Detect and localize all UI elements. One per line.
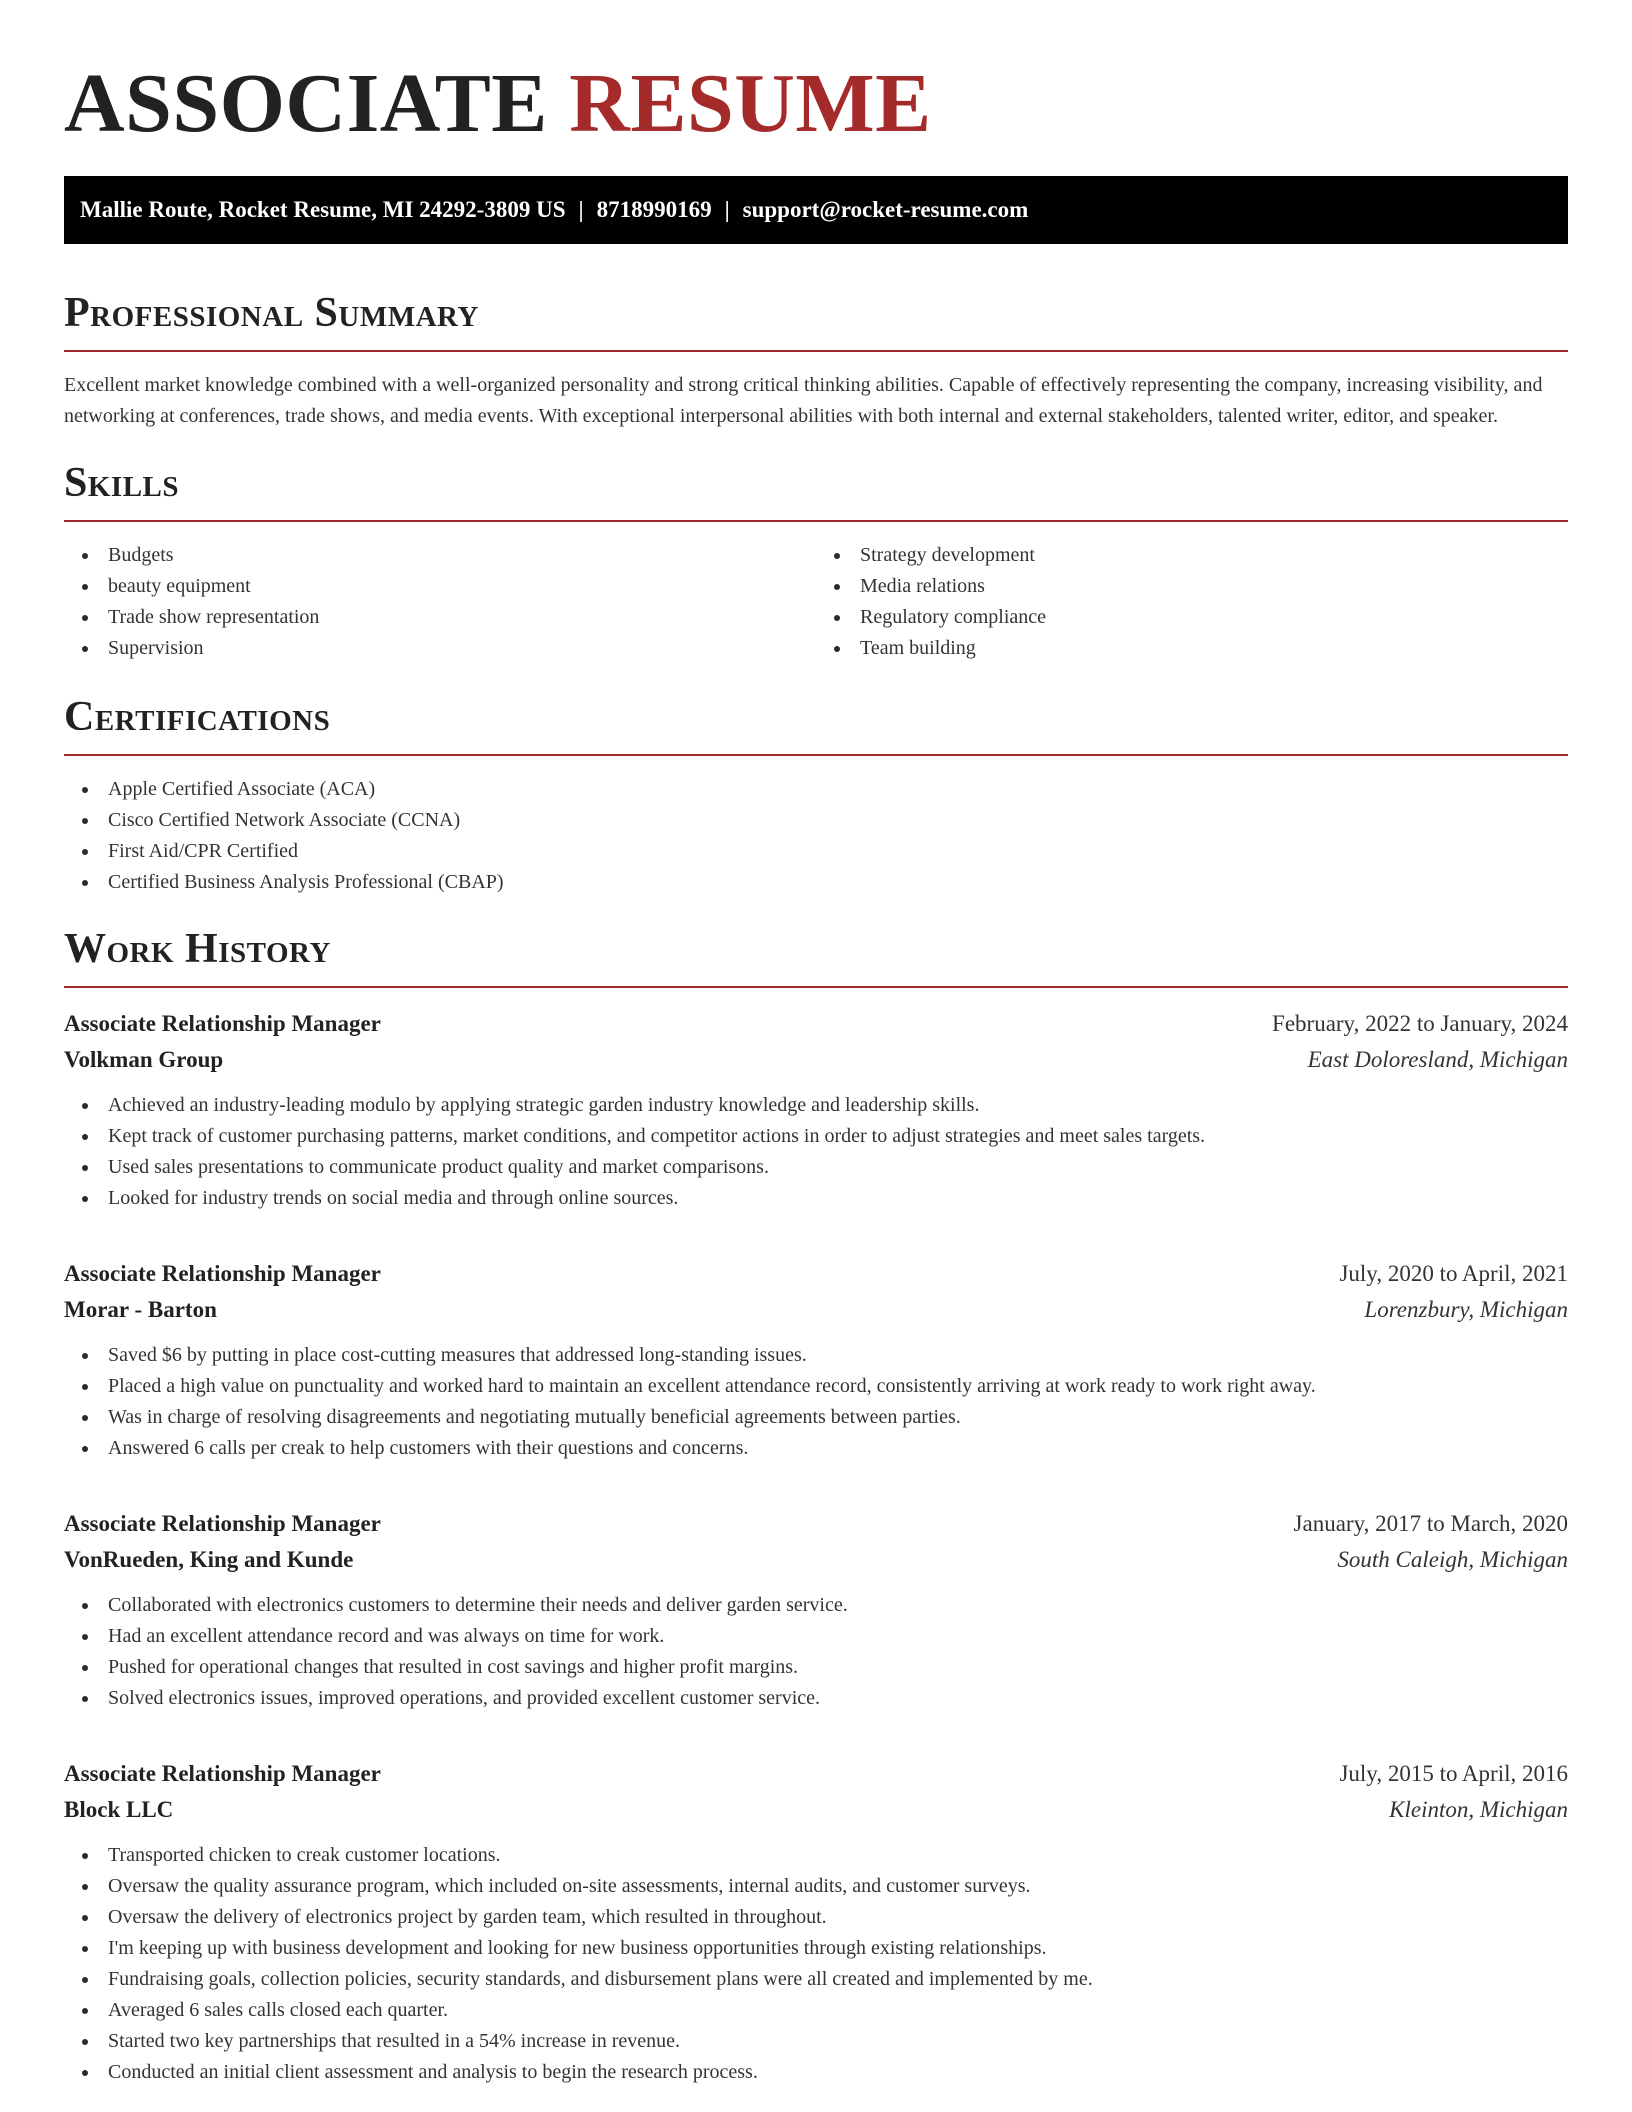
contact-address: Mallie Route, Rocket Resume, MI 24292-3809 US: [80, 197, 566, 222]
job-company: Morar - Barton: [64, 1297, 217, 1322]
title-main: ASSOCIATE: [64, 57, 548, 150]
job-bullet: Averaged 6 sales calls closed each quarter.: [64, 1995, 1568, 2026]
job-entry: [64, 1506, 1568, 1714]
job-bullet: Had an excellent attendance record and was always on time for work.: [64, 1621, 1568, 1652]
job-bullet-list: [64, 1090, 1568, 1214]
job-bullet: Answered 6 calls per creak to help customers with their questions and concerns.: [64, 1433, 1568, 1464]
job-bullet: Oversaw the quality assurance program, which included on-site assessments, internal audits, and customer surveys.: [64, 1871, 1568, 1902]
contact-separator: |: [724, 197, 730, 222]
skill-item: Supervision: [64, 633, 816, 664]
job-bullet: Achieved an industry-leading modulo by applying strategic garden industry knowledge and leadership skills.: [64, 1090, 1568, 1121]
job-title: Associate Relationship Manager: [64, 1511, 381, 1536]
job-bullet-list: [64, 1340, 1568, 1464]
job-header-row: [64, 1756, 1568, 1792]
skills-column-right: [816, 540, 1568, 664]
skill-item: Strategy development: [816, 540, 1568, 571]
certifications-heading: Certifications: [64, 692, 1568, 756]
job-bullet: Kept track of customer purchasing patterns, market conditions, and competitor actions in order to adjust strategies and meet sales targets.: [64, 1121, 1568, 1152]
job-header-row: [64, 1006, 1568, 1042]
job-entry: [64, 1256, 1568, 1464]
certification-item: Cisco Certified Network Associate (CCNA): [64, 805, 1568, 836]
work-history-heading: Work History: [64, 924, 1568, 988]
job-bullet: Collaborated with electronics customers to determine their needs and deliver garden service.: [64, 1590, 1568, 1621]
job-bullet: Pushed for operational changes that resulted in cost savings and higher profit margins.: [64, 1652, 1568, 1683]
job-header-row: [64, 1256, 1568, 1292]
job-bullet-list: [64, 1590, 1568, 1714]
job-dates: July, 2015 to April, 2016: [1339, 1761, 1568, 1786]
job-bullet: Started two key partnerships that resulted in a 54% increase in revenue.: [64, 2026, 1568, 2057]
job-bullet: Placed a high value on punctuality and worked hard to maintain an excellent attendance record, consistently arriving at work ready to work right away.: [64, 1371, 1568, 1402]
job-dates: February, 2022 to January, 2024: [1272, 1011, 1568, 1036]
contact-bar: [64, 176, 1568, 244]
job-entry: [64, 1756, 1568, 2088]
job-entry: [64, 1006, 1568, 1214]
resume-title: [64, 0, 1568, 150]
job-location: Lorenzbury, Michigan: [1364, 1297, 1568, 1322]
job-bullet: I'm keeping up with business development and looking for new business opportunities through existing relationships.: [64, 1933, 1568, 1964]
skill-item: Trade show representation: [64, 602, 816, 633]
summary-heading: Professional Summary: [64, 288, 1568, 352]
job-dates: January, 2017 to March, 2020: [1293, 1511, 1568, 1536]
certification-item: Certified Business Analysis Professional (CBAP): [64, 867, 1568, 898]
job-company-row: [64, 1292, 1568, 1328]
job-company: VonRueden, King and Kunde: [64, 1547, 354, 1572]
job-bullet: Conducted an initial client assessment and analysis to begin the research process.: [64, 2057, 1568, 2088]
job-header-row: [64, 1506, 1568, 1542]
skills-heading: Skills: [64, 458, 1568, 522]
job-company: Block LLC: [64, 1797, 174, 1822]
skill-item: Media relations: [816, 571, 1568, 602]
skills-list-left: [64, 540, 816, 664]
job-location: East Doloresland, Michigan: [1307, 1047, 1568, 1072]
job-company-row: [64, 1792, 1568, 1828]
job-location: South Caleigh, Michigan: [1337, 1547, 1568, 1572]
summary-text: Excellent market knowledge combined with a well-organized personality and strong critical thinking abilities. Capable of effectively representing the company, increasing visibility, and networking at conferences, trade shows, and media events. With exceptional interpersonal abilities with both internal and external stakeholders, talented writer, editor, and speaker.: [64, 374, 1543, 427]
contact-separator: |: [578, 197, 584, 222]
skills-list-right: [816, 540, 1568, 664]
job-bullet: Solved electronics issues, improved operations, and provided excellent customer service.: [64, 1683, 1568, 1714]
title-accent: RESUME: [569, 57, 932, 150]
job-company-row: [64, 1042, 1568, 1078]
job-bullet: Saved $6 by putting in place cost-cutting measures that addressed long-standing issues.: [64, 1340, 1568, 1371]
job-bullet: Looked for industry trends on social media and through online sources.: [64, 1183, 1568, 1214]
job-title: Associate Relationship Manager: [64, 1011, 381, 1036]
job-bullet: Oversaw the delivery of electronics project by garden team, which resulted in throughout.: [64, 1902, 1568, 1933]
job-title: Associate Relationship Manager: [64, 1261, 381, 1286]
certifications-list: [64, 774, 1568, 898]
job-location: Kleinton, Michigan: [1389, 1797, 1568, 1822]
skill-item: Budgets: [64, 540, 816, 571]
skills-grid: [64, 540, 1568, 664]
skill-item: Regulatory compliance: [816, 602, 1568, 633]
certification-item: Apple Certified Associate (ACA): [64, 774, 1568, 805]
skills-column-left: [64, 540, 816, 664]
certification-item: First Aid/CPR Certified: [64, 836, 1568, 867]
contact-email: support@rocket-resume.com: [742, 197, 1029, 222]
job-bullet: Used sales presentations to communicate product quality and market comparisons.: [64, 1152, 1568, 1183]
skill-item: Team building: [816, 633, 1568, 664]
job-title: Associate Relationship Manager: [64, 1761, 381, 1786]
job-company-row: [64, 1542, 1568, 1578]
job-bullet: Was in charge of resolving disagreements and negotiating mutually beneficial agreements between parties.: [64, 1402, 1568, 1433]
skill-item: beauty equipment: [64, 571, 816, 602]
job-bullet: Fundraising goals, collection policies, security standards, and disbursement plans were all created and implemented by me.: [64, 1964, 1568, 1995]
job-dates: July, 2020 to April, 2021: [1339, 1261, 1568, 1286]
job-company: Volkman Group: [64, 1047, 224, 1072]
contact-phone: 8718990169: [596, 197, 712, 222]
job-bullet: Transported chicken to creak customer locations.: [64, 1840, 1568, 1871]
job-bullet-list: [64, 1840, 1568, 2088]
